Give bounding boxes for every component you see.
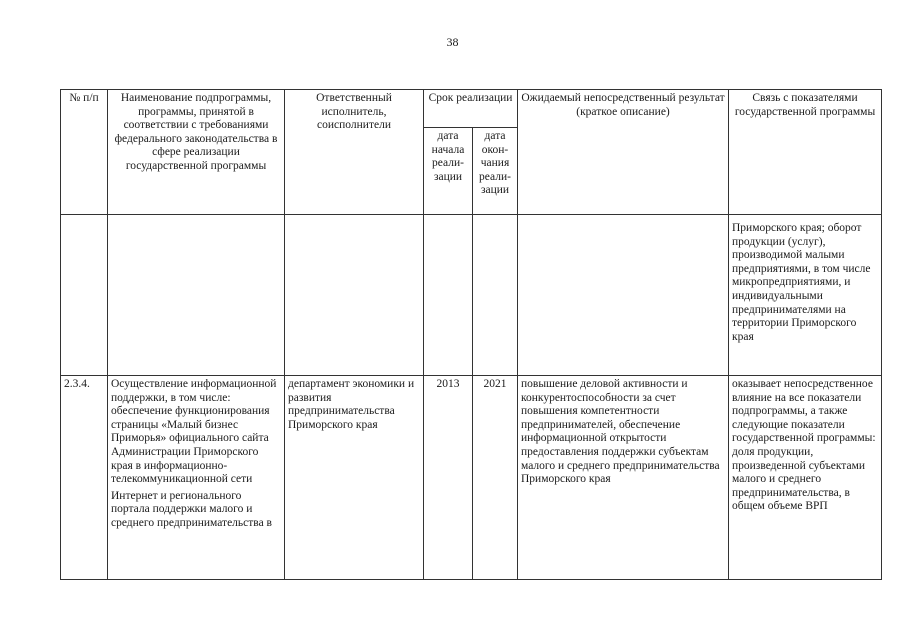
header-start: дата начала реали-зации — [424, 128, 473, 215]
cell-link: оказывает непосредственное влияние на все показатели подпрограммы, а также следующие показатели государственной программы: доля продукции, произведенной субъектами малого и среднего предпринимательства, в общем объеме ВРП — [729, 376, 882, 580]
cell-executor: департамент экономики и развития предпринимательства Приморского края — [285, 376, 424, 580]
header-result: Ожидаемый непосредственный результат (краткое описание) — [518, 90, 729, 215]
cell-empty-end — [473, 215, 518, 376]
cell-empty-result — [518, 215, 729, 376]
continuation-row — [61, 215, 882, 376]
cell-start: 2013 — [424, 376, 473, 580]
cell-end: 2021 — [473, 376, 518, 580]
header-name: Наименование подпрограммы, программы, принятой в соответствии с требованиями федерального законодательства в сфере реализации государственной программы — [108, 90, 285, 215]
page-number: 38 — [446, 35, 459, 49]
header-end: дата окон-чания реали-зации — [473, 128, 518, 215]
program-table — [60, 89, 882, 580]
header-link: Связь с показателями государственной программы — [729, 90, 882, 215]
cell-name-part1: Осуществление информационной поддержки, в том числе: обеспечение функционирования страницы «Малый бизнес Приморья» официального сайта Администрации Приморского края в информационно-телекоммуникационной сети — [111, 378, 277, 486]
header-num: № п/п — [61, 90, 108, 215]
cell-result: повышение деловой активности и конкурентоспособности за счет повышения компетентности предпринимателей, обеспечение информационной открытости предоставления поддержки субъектам малого и среднего предпринимательства Приморского края — [518, 376, 729, 580]
cell-name-part2: Интернет и регионального портала поддержки малого и среднего предпринимательства в — [111, 489, 272, 529]
cell-empty-num — [61, 215, 108, 376]
header-row-1 — [61, 90, 882, 128]
cell-name — [108, 376, 285, 580]
table-row — [61, 376, 882, 580]
cell-empty-start — [424, 215, 473, 376]
cell-empty-executor — [285, 215, 424, 376]
cell-num: 2.3.4. — [61, 376, 108, 580]
cell-link-continued: Приморского края; оборот продукции (услуг), производимой малыми предприятиями, в том числе микропредприятиями, и индивидуальными предпринимателями на территории Приморского края — [729, 215, 882, 376]
cell-empty-name — [108, 215, 285, 376]
header-term: Срок реализации — [424, 90, 518, 128]
header-executor: Ответственный исполнитель, соисполнители — [285, 90, 424, 215]
